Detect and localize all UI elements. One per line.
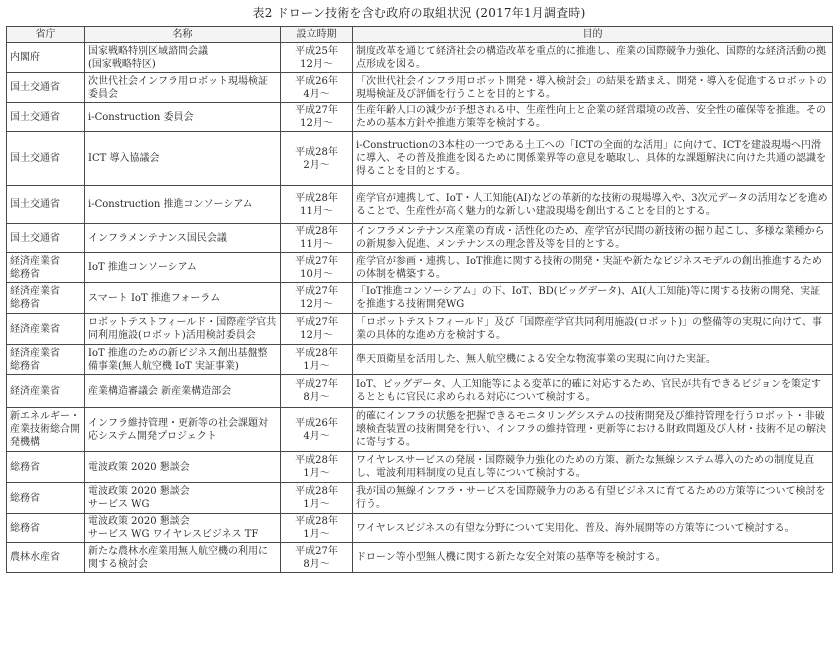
row-purpose-cell: 準天頂衛星を活用した、無人航空機による安全な物流事業の実現に向けた実証。 bbox=[353, 345, 833, 375]
row-ministry-cell: 内閣府 bbox=[7, 43, 85, 73]
row-name-cell: IoT 推進のための新ビジネス創出基盤整備事業(無人航空機 IoT 実証事業) bbox=[85, 345, 281, 375]
row-purpose-cell: 産学官が参画・連携し、IoT推進に関する技術の開発・実証や新たなビジネスモデルの創出推進するための体制を構築する。 bbox=[353, 253, 833, 283]
row-ministry-cell: 国土交通省 bbox=[7, 186, 85, 224]
table-row bbox=[7, 186, 833, 224]
row-name-cell: インフラメンテナンス国民会議 bbox=[85, 224, 281, 253]
row-name-cell: 国家戦略特別区域諮問会議 (国家戦略特区) bbox=[85, 43, 281, 73]
row-purpose-cell: ドローン等小型無人機に関する新たな安全対策の基準等を検討する。 bbox=[353, 543, 833, 573]
table-row bbox=[7, 253, 833, 283]
table-row bbox=[7, 543, 833, 573]
row-date-cell: 平成27年 8月～ bbox=[281, 375, 353, 408]
row-date-cell: 平成28年 1月～ bbox=[281, 514, 353, 543]
row-ministry-cell: 国土交通省 bbox=[7, 132, 85, 186]
row-name-cell: 新たな農林水産業用無人航空機の利用に関する検討会 bbox=[85, 543, 281, 573]
column-header-ministry: 省庁 bbox=[7, 27, 85, 43]
row-name-cell: 電波政策 2020 懇談会 サービス WG ワイヤレスビジネス TF bbox=[85, 514, 281, 543]
table-row bbox=[7, 103, 833, 132]
column-header-date: 設立時期 bbox=[281, 27, 353, 43]
row-purpose-cell: インフラメンテナンス産業の育成・活性化のため、産学官が民間の新技術の掘り起こし、多様な業種からの新規参入促進、メンテナンスの理念普及等を目的とする。 bbox=[353, 224, 833, 253]
row-date-cell: 平成28年 1月～ bbox=[281, 452, 353, 483]
table-row bbox=[7, 132, 833, 186]
row-ministry-cell: 総務省 bbox=[7, 452, 85, 483]
row-ministry-cell: 経済産業省 bbox=[7, 314, 85, 345]
row-name-cell: ICT 導入協議会 bbox=[85, 132, 281, 186]
row-date-cell: 平成27年 12月～ bbox=[281, 103, 353, 132]
table-row bbox=[7, 483, 833, 514]
row-name-cell: i-Construction 推進コンソーシアム bbox=[85, 186, 281, 224]
table-row bbox=[7, 375, 833, 408]
row-ministry-cell: 国土交通省 bbox=[7, 103, 85, 132]
row-purpose-cell: 「次世代社会インフラ用ロボット開発・導入検討会」の結果を踏まえ、開発・導入を促進するロボットの現場検証及び評価を行うことを目的とする。 bbox=[353, 73, 833, 103]
row-purpose-cell: 生産年齢人口の減少が予想される中、生産性向上と企業の経営環境の改善、安全性の確保等を推進。そのための基本方針や推進方策等を検討する。 bbox=[353, 103, 833, 132]
row-ministry-cell: 経済産業省 総務省 bbox=[7, 253, 85, 283]
table-row bbox=[7, 452, 833, 483]
table-row bbox=[7, 314, 833, 345]
row-date-cell: 平成27年 10月～ bbox=[281, 253, 353, 283]
row-ministry-cell: 総務省 bbox=[7, 514, 85, 543]
table-row bbox=[7, 283, 833, 314]
table-row bbox=[7, 43, 833, 73]
row-ministry-cell: 経済産業省 bbox=[7, 375, 85, 408]
row-purpose-cell: 的確にインフラの状態を把握できるモニタリングシステムの技術開発及び維持管理を行うロボット・非破壊検査装置の技術開発を行い、インフラの維持管理・更新等における財政問題及び人材・技術不足の解決に寄与する。 bbox=[353, 408, 833, 452]
row-ministry-cell: 国土交通省 bbox=[7, 73, 85, 103]
table-caption: 表2 ドローン技術を含む政府の取組状況 (2017年1月調査時) bbox=[252, 6, 586, 20]
row-name-cell: スマート IoT 推進フォーラム bbox=[85, 283, 281, 314]
row-date-cell: 平成28年 11月～ bbox=[281, 224, 353, 253]
row-name-cell: インフラ維持管理・更新等の社会課題対応システム開発プロジェクト bbox=[85, 408, 281, 452]
table-row bbox=[7, 345, 833, 375]
table-body bbox=[7, 43, 833, 573]
row-ministry-cell: 国土交通省 bbox=[7, 224, 85, 253]
table-header-row bbox=[7, 27, 833, 43]
row-purpose-cell: 産学官が連携して、IoT・人工知能(AI)などの革新的な技術の現場導入や、3次元データの活用などを進めることで、生産性が高く魅力的な新しい建設現場を創出することを目的とする。 bbox=[353, 186, 833, 224]
row-purpose-cell: IoT、ビッグデータ、人工知能等による変革に的確に対応するため、官民が共有できるビジョンを策定するとともに官民に求められる対応について検討する。 bbox=[353, 375, 833, 408]
table-row bbox=[7, 73, 833, 103]
row-name-cell: IoT 推進コンソーシアム bbox=[85, 253, 281, 283]
row-name-cell: 電波政策 2020 懇談会 bbox=[85, 452, 281, 483]
row-date-cell: 平成28年 2月～ bbox=[281, 132, 353, 186]
row-purpose-cell: 我が国の無線インフラ・サービスを国際競争力のある有望ビジネスに育てるための方策等について検討を行う。 bbox=[353, 483, 833, 514]
row-purpose-cell: 「ロボットテストフィールド」及び「国際産学官共同利用施設(ロボット)」の整備等の実現に向けて、事業の具体的な進め方を検討する。 bbox=[353, 314, 833, 345]
table-row bbox=[7, 408, 833, 452]
row-date-cell: 平成27年 8月～ bbox=[281, 543, 353, 573]
row-ministry-cell: 経済産業省 総務省 bbox=[7, 283, 85, 314]
row-ministry-cell: 経済産業省 総務省 bbox=[7, 345, 85, 375]
row-date-cell: 平成25年 12月～ bbox=[281, 43, 353, 73]
row-purpose-cell: i-Constructionの3本柱の一つである土工への「ICTの全面的な活用」に向けて、ICTを建設現場へ円滑に導入、その普及推進を図るために関係業界等の意見を聴取し、具体的な課題解決に向けた共通の認識を得ることを目的とする。 bbox=[353, 132, 833, 186]
government-initiatives-table bbox=[6, 26, 833, 573]
column-header-name: 名称 bbox=[85, 27, 281, 43]
table-row bbox=[7, 224, 833, 253]
row-date-cell: 平成28年 1月～ bbox=[281, 345, 353, 375]
row-name-cell: i-Construction 委員会 bbox=[85, 103, 281, 132]
column-header-purpose: 目的 bbox=[353, 27, 833, 43]
row-ministry-cell: 新エネルギー・産業技術総合開発機構 bbox=[7, 408, 85, 452]
row-date-cell: 平成27年 12月～ bbox=[281, 314, 353, 345]
row-purpose-cell: ワイヤレスビジネスの有望な分野について実用化、普及、海外展開等の方策等について検討する。 bbox=[353, 514, 833, 543]
row-purpose-cell: 制度改革を通じて経済社会の構造改革を重点的に推進し、産業の国際競争力強化、国際的な経済活動の拠点形成を図る。 bbox=[353, 43, 833, 73]
row-ministry-cell: 農林水産省 bbox=[7, 543, 85, 573]
row-date-cell: 平成26年 4月～ bbox=[281, 408, 353, 452]
row-ministry-cell: 総務省 bbox=[7, 483, 85, 514]
row-date-cell: 平成27年 12月～ bbox=[281, 283, 353, 314]
row-purpose-cell: 「IoT推進コンソーシアム」の下、IoT、BD(ビッグデータ)、AI(人工知能)等に関する技術の開発、実証を推進する技術開発WG bbox=[353, 283, 833, 314]
table-row bbox=[7, 514, 833, 543]
row-purpose-cell: ワイヤレスサービスの発展・国際競争力強化のための方策、新たな無線システム導入のための制度見直し、電波利用料制度の見直し等について検討する。 bbox=[353, 452, 833, 483]
row-name-cell: 産業構造審議会 新産業構造部会 bbox=[85, 375, 281, 408]
row-name-cell: 電波政策 2020 懇談会 サービス WG bbox=[85, 483, 281, 514]
row-date-cell: 平成28年 1月～ bbox=[281, 483, 353, 514]
row-name-cell: ロボットテストフィールド・国際産学官共同利用施設(ロボット)活用検討委員会 bbox=[85, 314, 281, 345]
row-date-cell: 平成26年 4月～ bbox=[281, 73, 353, 103]
row-date-cell: 平成28年 11月～ bbox=[281, 186, 353, 224]
row-name-cell: 次世代社会インフラ用ロボット現場検証委員会 bbox=[85, 73, 281, 103]
